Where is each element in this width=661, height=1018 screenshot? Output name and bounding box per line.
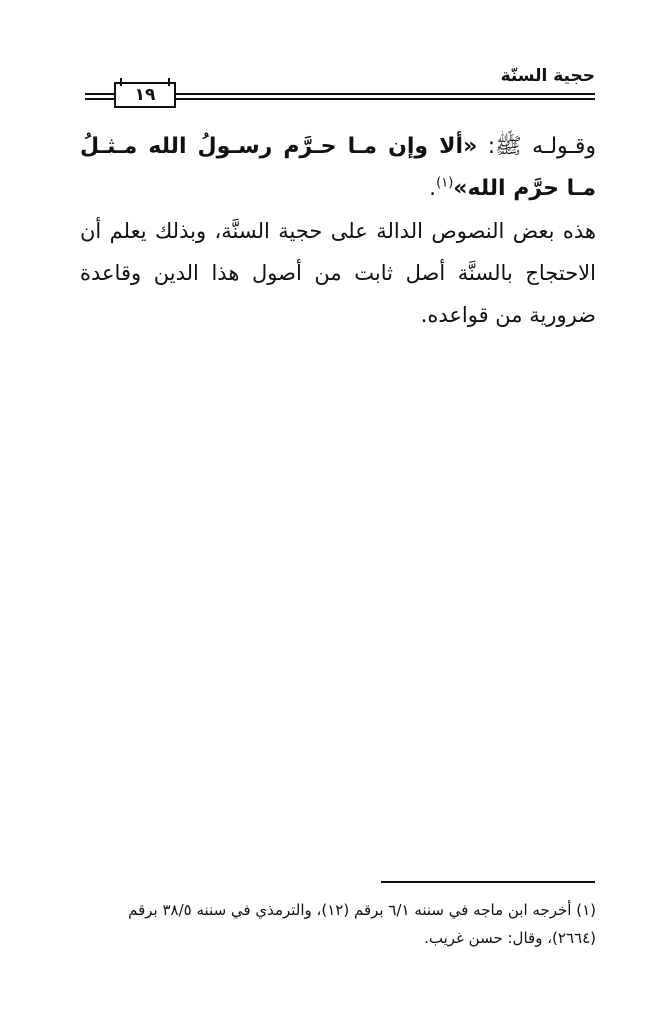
footnote-marker: (١): [576, 901, 596, 919]
hadith-end: .: [429, 176, 437, 201]
page-number: ١٩: [114, 82, 176, 108]
footnote-reference: (١): [436, 175, 454, 191]
footnote-separator: [381, 881, 595, 883]
footnote-text: أخرجه ابن ماجه في سننه ٦/١ برقم (١٢)، والترمذي في سننه ٣٨/٥ برقم (٢٦٦٤)، وقال: حسن غريب.: [128, 901, 596, 947]
body-paragraph: هذه بعض النصوص الدالة على حجية السنَّة، وبذلك يعلم أن الاحتجاج بالسنَّة أصل ثابت من أصول هذا الدين وقاعدة ضرورية من قواعده.: [80, 219, 596, 327]
running-title: حجية السنّة: [500, 66, 595, 86]
footnote: [80, 896, 596, 952]
hadith-paragraph: [80, 126, 596, 210]
hadith-intro: وقـولـه ﷺ:: [477, 134, 596, 159]
hadith-quote: «ألا وإن مـا حـرَّم رسـولُ الله مـثـلُ مـا حرَّم الله»: [80, 134, 596, 201]
